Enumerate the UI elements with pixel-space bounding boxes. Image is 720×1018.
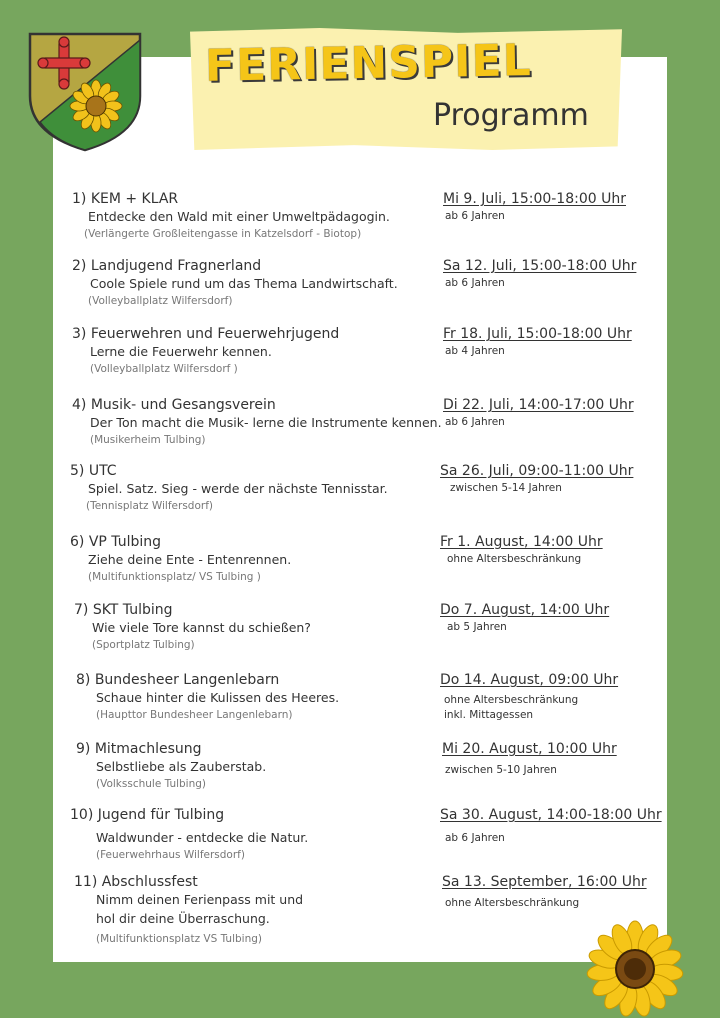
- event-description-line2: hol dir deine Überraschung.: [96, 911, 270, 926]
- event-date: Fr 1. August, 14:00 Uhr: [440, 534, 603, 550]
- event-description: Wie viele Tore kannst du schießen?: [92, 620, 311, 635]
- event-age: ohne Altersbeschränkung: [447, 553, 582, 565]
- event-description: Entdecke den Wald mit einer Umweltpädagogin.: [88, 209, 390, 224]
- event-location: (Volleyballplatz Wilfersdorf ): [90, 363, 238, 375]
- event-title: 5) UTC: [70, 463, 117, 479]
- event-title: 6) VP Tulbing: [70, 534, 162, 550]
- event-title: 11) Abschlussfest: [74, 874, 198, 890]
- event-description: Coole Spiele rund um das Thema Landwirtschaft.: [90, 276, 398, 291]
- event-title: 1) KEM + KLAR: [72, 191, 179, 207]
- event-age: ab 6 Jahren: [445, 277, 505, 289]
- event-location: (Musikerheim Tulbing): [90, 434, 206, 446]
- event-title: 7) SKT Tulbing: [74, 602, 173, 618]
- event-age: ab 4 Jahren: [445, 345, 505, 357]
- event-date: Sa 13. September, 16:00 Uhr: [442, 874, 647, 890]
- event-date: Mi 9. Juli, 15:00-18:00 Uhr: [443, 191, 626, 207]
- event-age-note: inkl. Mittagessen: [444, 709, 534, 721]
- event-date: Di 22. Juli, 14:00-17:00 Uhr: [443, 397, 634, 413]
- event-location: (Feuerwehrhaus Wilfersdorf): [96, 849, 245, 861]
- event-date: Mi 20. August, 10:00 Uhr: [442, 741, 617, 757]
- event-date: Sa 30. August, 14:00-18:00 Uhr: [440, 807, 662, 823]
- event-age: ab 6 Jahren: [445, 416, 505, 428]
- sunflower-icon: [586, 920, 684, 1018]
- event-age: ohne Altersbeschränkung: [444, 694, 579, 706]
- event-location: (Tennisplatz Wilfersdorf): [86, 500, 213, 512]
- event-date: Do 7. August, 14:00 Uhr: [440, 602, 610, 618]
- page-title: FERIENSPIEL: [204, 35, 533, 92]
- event-location: (Multifunktionsplatz VS Tulbing): [96, 933, 262, 945]
- event-location: (Multifunktionsplatz/ VS Tulbing ): [88, 571, 261, 583]
- event-age: ohne Altersbeschränkung: [445, 897, 580, 909]
- event-description: Schaue hinter die Kulissen des Heeres.: [96, 690, 340, 705]
- event-title: 10) Jugend für Tulbing: [70, 807, 225, 823]
- event-description: Spiel. Satz. Sieg - werde der nächste Tennisstar.: [88, 481, 388, 496]
- event-age: ab 5 Jahren: [447, 621, 507, 633]
- event-title: 3) Feuerwehren und Feuerwehrjugend: [72, 326, 340, 342]
- page-subtitle: Programm: [433, 98, 589, 133]
- event-date: Fr 18. Juli, 15:00-18:00 Uhr: [443, 326, 632, 342]
- event-title: 8) Bundesheer Langenlebarn: [76, 672, 280, 688]
- event-description: Ziehe deine Ente - Entenrennen.: [88, 552, 292, 567]
- event-location: (Volksschule Tulbing): [96, 778, 207, 790]
- event-location: (Haupttor Bundesheer Langenlebarn): [96, 709, 293, 721]
- event-location: (Sportplatz Tulbing): [92, 639, 195, 651]
- event-age: zwischen 5-10 Jahren: [445, 764, 557, 776]
- event-title: 9) Mitmachlesung: [76, 741, 202, 757]
- event-description: Lerne die Feuerwehr kennen.: [90, 344, 272, 359]
- event-age: zwischen 5-14 Jahren: [450, 482, 562, 494]
- event-location: (Verlängerte Großleitengasse in Katzelsdorf - Biotop): [84, 228, 362, 240]
- event-description: Der Ton macht die Musik- lerne die Instrumente kennen.: [90, 415, 442, 430]
- event-age: ab 6 Jahren: [445, 210, 505, 222]
- event-location: (Volleyballplatz Wilfersdorf): [88, 295, 233, 307]
- event-description: Selbstliebe als Zauberstab.: [96, 759, 267, 774]
- event-age: ab 6 Jahren: [445, 832, 505, 844]
- event-title: 4) Musik- und Gesangsverein: [72, 397, 276, 413]
- event-date: Sa 26. Juli, 09:00-11:00 Uhr: [440, 463, 634, 479]
- event-description: Waldwunder - entdecke die Natur.: [96, 830, 309, 845]
- event-date: Do 14. August, 09:00 Uhr: [440, 672, 619, 688]
- event-description: Nimm deinen Ferienpass mit und: [96, 892, 304, 907]
- coat-of-arms-icon: [26, 30, 144, 152]
- event-title: 2) Landjugend Fragnerland: [72, 258, 262, 274]
- event-date: Sa 12. Juli, 15:00-18:00 Uhr: [443, 258, 637, 274]
